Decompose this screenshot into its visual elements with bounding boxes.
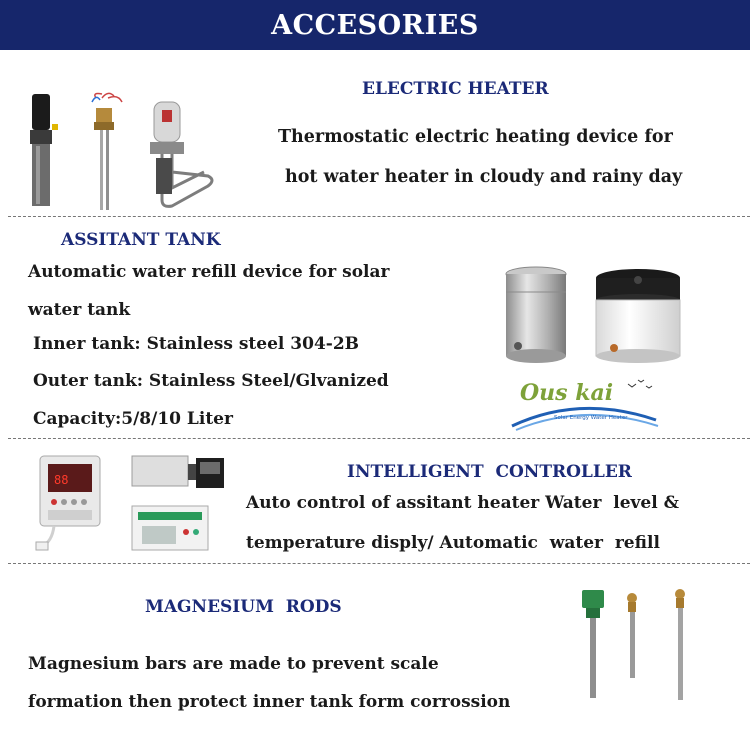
svg-text:88: 88 (54, 473, 69, 487)
assistant-tank-title: ASSITANT TANK (61, 230, 221, 250)
controller-line-2: temperature disply/ Automatic water refill (246, 533, 660, 553)
assistant-tank-image (498, 262, 698, 370)
electric-heater-line-1: Thermostatic electric heating device for (278, 127, 673, 147)
magnesium-rods-title: MAGNESIUM RODS (145, 597, 342, 617)
logo-tagline: Solar Energy Water Heater (554, 415, 628, 421)
assistant-tank-line-2: water tank (28, 300, 131, 320)
electric-heater-title: ELECTRIC HEATER (362, 79, 549, 99)
ouskai-logo (510, 376, 660, 432)
banner-title: ACCESORIES (271, 9, 479, 41)
controller-image (34, 450, 234, 558)
electric-heater-image (22, 88, 232, 213)
section-divider (8, 438, 750, 439)
page-banner (0, 0, 750, 50)
assistant-tank-line-1: Automatic water refill device for solar (28, 262, 390, 282)
magnesium-rods-image (570, 584, 710, 704)
section-divider (8, 563, 750, 564)
magnesium-rods-line-2: formation then protect inner tank form corrossion (28, 692, 511, 712)
electric-heater-line-2: hot water heater in cloudy and rainy day (285, 167, 683, 187)
logo-wordmark: Ous kai (520, 380, 614, 406)
controller-line-1: Auto control of assitant heater Water level & (246, 493, 679, 513)
magnesium-rods-line-1: Magnesium bars are made to prevent scale (28, 654, 439, 674)
assistant-tank-line-3: Inner tank: Stainless steel 304-2B (33, 334, 360, 354)
assistant-tank-line-4: Outer tank: Stainless Steel/Glvanized (33, 371, 389, 391)
section-divider (8, 216, 750, 217)
controller-title: INTELLIGENT CONTROLLER (347, 462, 632, 482)
assistant-tank-line-5: Capacity:5/8/10 Liter (33, 409, 233, 429)
